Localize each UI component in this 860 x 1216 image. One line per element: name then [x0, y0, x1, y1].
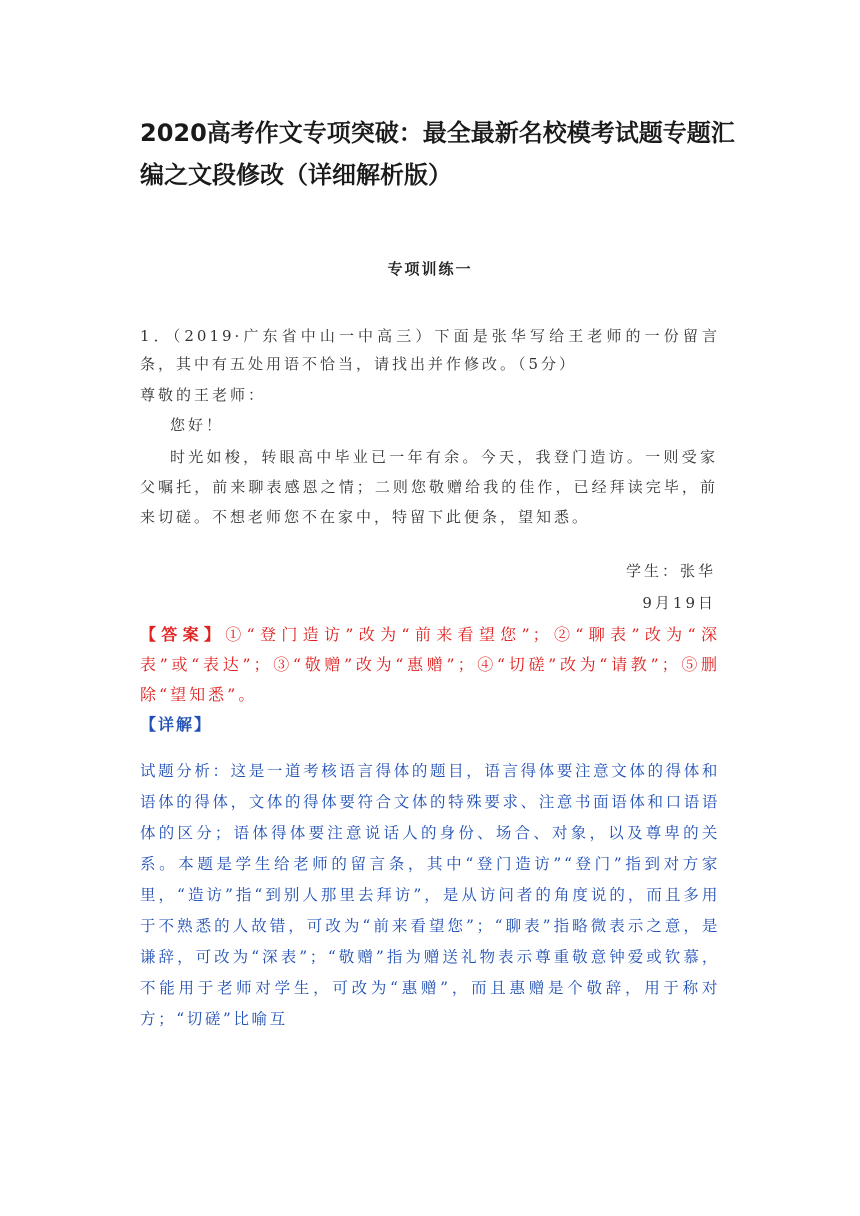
- note-greeting: 您好！: [170, 416, 225, 434]
- analysis-text: 试题分析：这是一道考核语言得体的题目，语言得体要注意文体的得体和语体的得体，文体的得体要符合文体的特殊要求、注意书面语体和口语语体的区分；语体得体要注意说话人的身份、场合、对象，以及尊卑的关系。本题是学生给老师的留言条，其中“登门造访”“登门”指到对方家里，“造访”指“到别人那里去拜访”，是从访问者的角度说的，而且多用于不熟悉的人故错，可改为“前来看望您”；“聊表”指略微表示之意，是谦辞，可改为“深表”；“敬赠”指为赠送礼物表示尊重敬意钟爱或钦慕，不能用于老师对学生，可改为“惠赠”，而且惠赠是个敬辞，用于称对方；“切磋”比喻互: [140, 762, 720, 1028]
- question-text: 1．（2019·广东省中山一中高三）下面是张华写给王老师的一份留言条，其中有五处用语不恰当，请找出并作修改。（5分）: [140, 327, 720, 373]
- document-title: 2020高考作文专项突破：最全最新名校模考试题专题汇编之文段修改（详细解析版）: [140, 119, 735, 189]
- note-signature: 学生：张华: [625, 562, 716, 580]
- answer-text: ①“登门造访”改为“前来看望您”；②“聊表”改为“深表”或“表达”；③“敬赠”改为“惠赠”；④“切磋”改为“请教”；⑤删除“望知悉”。: [140, 625, 720, 704]
- note-date: 9月19日: [642, 594, 716, 612]
- section-heading: 专项训练一: [387, 260, 473, 278]
- detail-label: 【详解】: [140, 715, 213, 734]
- note-body: 时光如梭，转眼高中毕业已一年有余。今天，我登门造访。一则受家父嘱托，前来聊表感恩之情；二则您敬赠给我的佳作，已经拜读完毕，前来切磋。不想老师您不在家中，特留下此便条，望知悉。: [140, 448, 718, 526]
- answer-label: 【答案】: [140, 625, 226, 644]
- note-salutation: 尊敬的王老师：: [140, 386, 267, 404]
- answer-block: [140, 620, 720, 710]
